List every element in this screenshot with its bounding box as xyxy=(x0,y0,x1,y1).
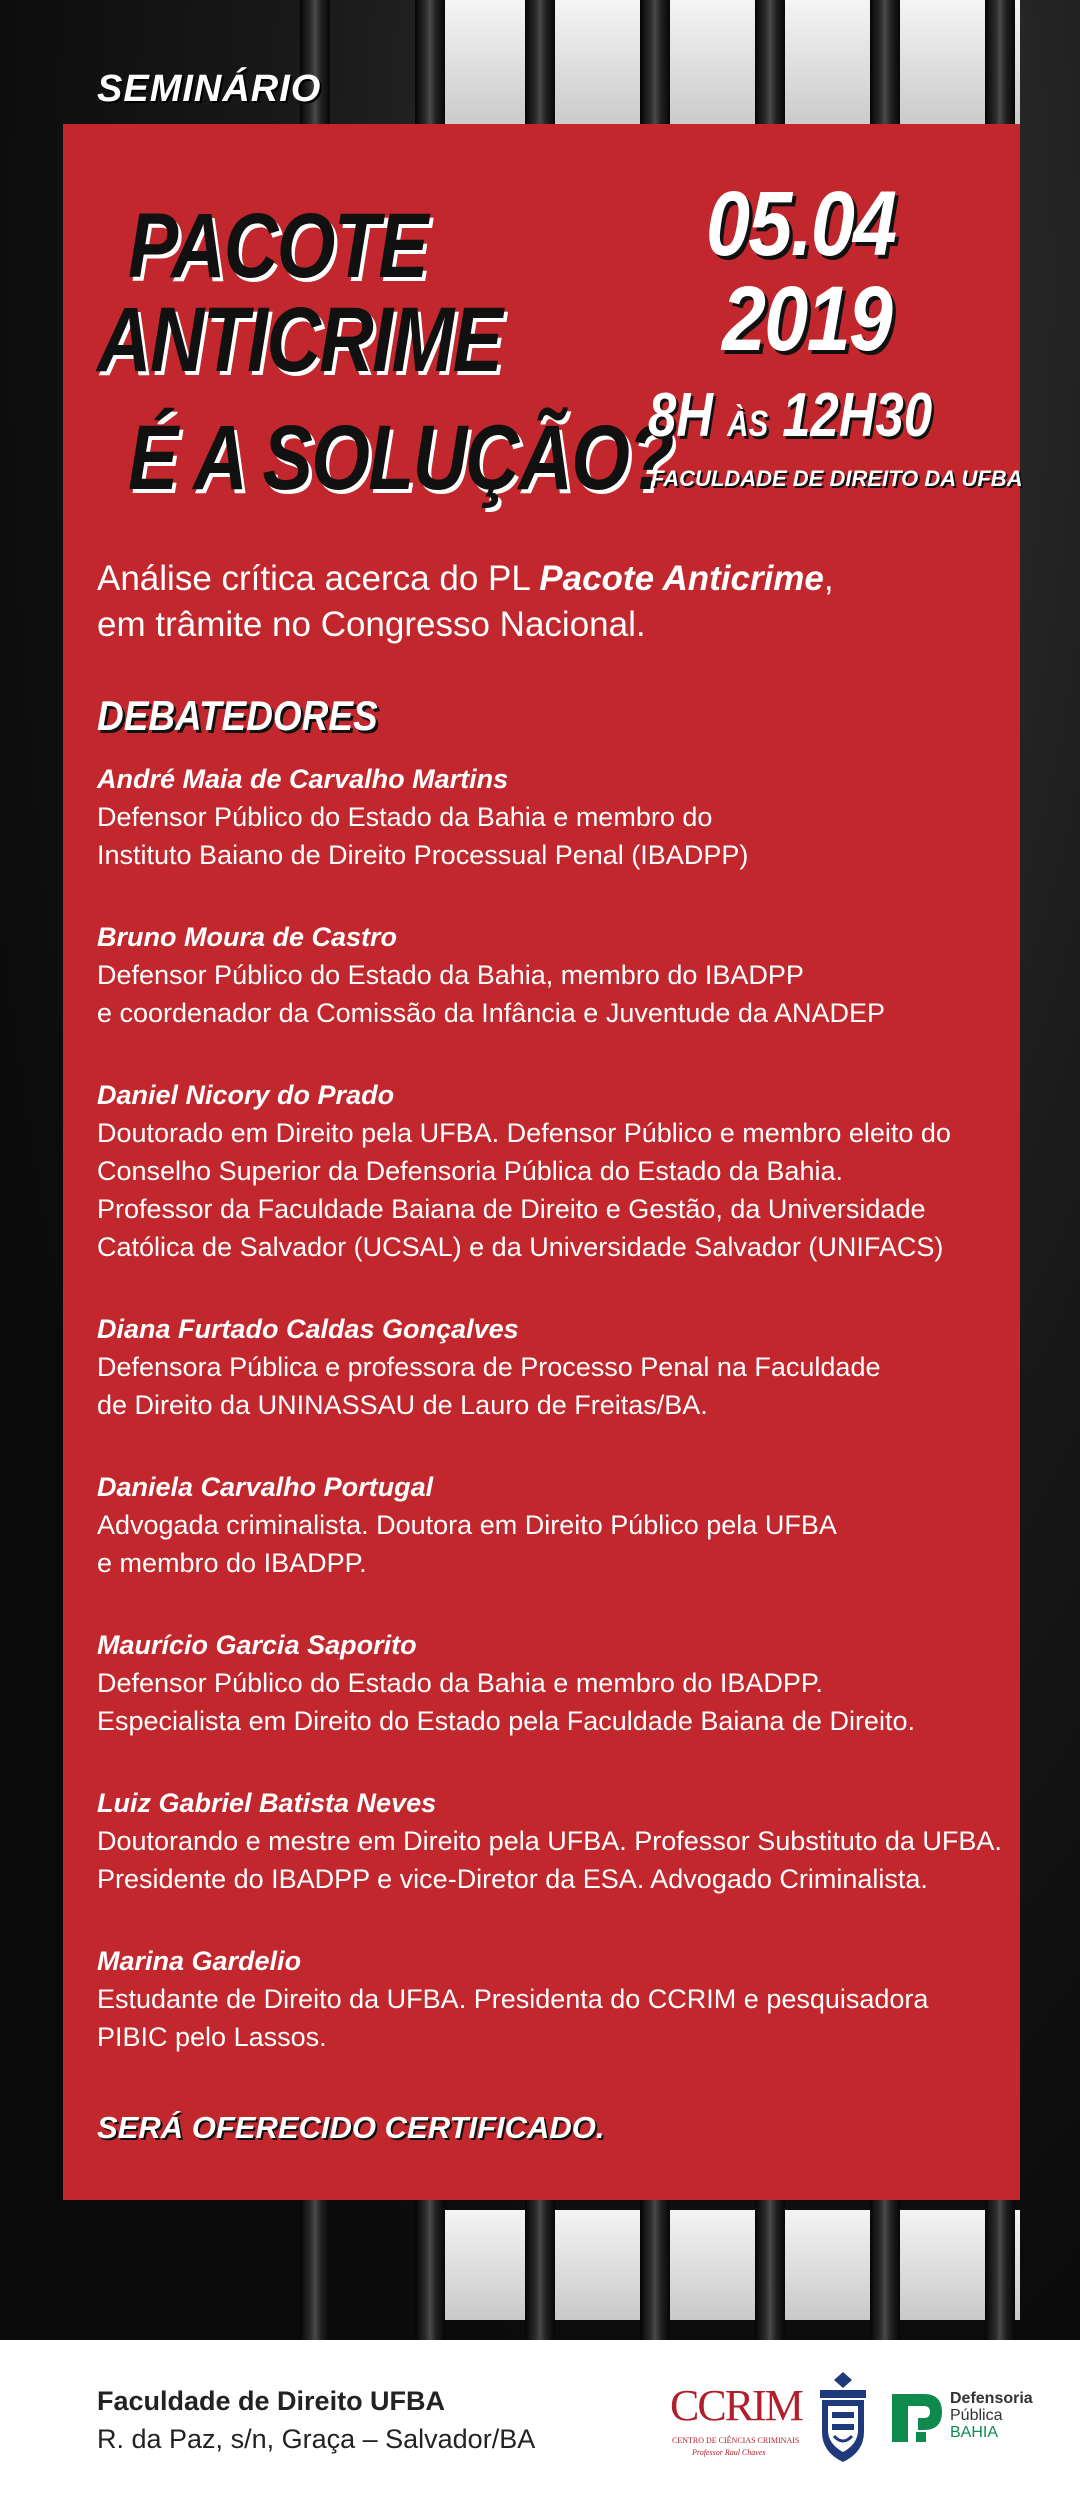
speaker-block xyxy=(97,1784,1002,1898)
defensoria-line-1: Defensoria xyxy=(950,2390,1033,2407)
speaker-bio-line: e membro do IBADPP. xyxy=(97,1548,367,1578)
speaker-block xyxy=(97,918,997,1032)
time-start: 8H xyxy=(648,381,713,450)
speaker-block xyxy=(97,1626,997,1740)
time-separator: ÀS xyxy=(727,403,769,444)
speaker-bio-line: PIBIC pelo Lassos. xyxy=(97,2022,327,2052)
speaker-bio-line: Doutorando e mestre em Direito pela UFBA. Professor Substituto da UFBA. xyxy=(97,1826,1002,1856)
speaker-bio-line: Defensor Público do Estado da Bahia e membro do xyxy=(97,802,713,832)
seminar-label: SEMINÁRIO xyxy=(97,68,322,110)
ccrim-logo-subtitle: CENTRO DE CIÊNCIAS CRIMINAIS xyxy=(672,2436,800,2445)
speaker-bio-line: Defensor Público do Estado da Bahia, membro do IBADPP xyxy=(97,960,804,990)
event-time xyxy=(648,381,933,455)
speaker-name: Bruno Moura de Castro xyxy=(97,922,398,952)
ccrim-logo xyxy=(670,2374,802,2464)
speaker-bio-line: Especialista em Direito do Estado pela Faculdade Baiana de Direito. xyxy=(97,1706,915,1736)
ufba-crest-icon xyxy=(812,2370,874,2466)
intro-part-2: , xyxy=(823,559,834,598)
intro-text xyxy=(97,556,977,648)
speaker-bio-line: Advogada criminalista. Doutora em Direito Público pela UFBA xyxy=(97,1510,837,1540)
speaker-bio-line: Doutorado em Direito pela UFBA. Defensor Público e membro eleito do xyxy=(97,1118,951,1148)
title-line-1: PACOTE xyxy=(128,195,427,297)
speaker-name: Daniela Carvalho Portugal xyxy=(97,1472,434,1502)
speaker-bio-line: Católica de Salvador (UCSAL) e da Universidade Salvador (UNIFACS) xyxy=(97,1232,944,1262)
event-date: 05.04 xyxy=(706,173,896,275)
title-line-3: É A SOLUÇÃO? xyxy=(128,407,673,509)
intro-line-2: em trâmite no Congresso Nacional. xyxy=(97,605,646,644)
speaker-block xyxy=(97,760,997,874)
ccrim-logo-tagline: Professor Raul Chaves xyxy=(692,2448,766,2457)
speaker-name: Marina Gardelio xyxy=(97,1946,302,1976)
speaker-name: Luiz Gabriel Batista Neves xyxy=(97,1788,437,1818)
footer-institution: Faculdade de Direito UFBA xyxy=(97,2386,446,2416)
event-year: 2019 xyxy=(722,268,892,370)
speaker-bio-line: Estudante de Direito da UFBA. Presidenta do CCRIM e pesquisadora xyxy=(97,1984,929,2014)
speaker-name: André Maia de Carvalho Martins xyxy=(97,764,509,794)
speaker-bio-line: e coordenador da Comissão da Infância e Juventude da ANADEP xyxy=(97,998,885,1028)
defensoria-logo-text xyxy=(950,2390,1033,2441)
footer-address: R. da Paz, s/n, Graça – Salvador/BA xyxy=(97,2424,536,2454)
ccrim-logo-mark: CCRIM xyxy=(670,2381,802,2430)
speaker-block xyxy=(97,1468,997,1582)
speaker-block xyxy=(97,1076,997,1266)
speaker-bio-line: de Direito da UNINASSAU de Lauro de Freitas/BA. xyxy=(97,1390,708,1420)
speaker-bio-line: Defensora Pública e professora de Processo Penal na Faculdade xyxy=(97,1352,881,1382)
time-end: 12H30 xyxy=(782,381,933,450)
speaker-name: Daniel Nicory do Prado xyxy=(97,1080,395,1110)
window-light xyxy=(430,2210,1020,2320)
speaker-bio-line: Presidente do IBADPP e vice-Diretor da ESA. Advogado Criminalista. xyxy=(97,1864,928,1894)
speaker-bio-line: Conselho Superior da Defensoria Pública do Estado da Bahia. xyxy=(97,1156,843,1186)
defensoria-logo-icon xyxy=(890,2388,946,2444)
intro-emphasis: Pacote Anticrime xyxy=(539,559,824,598)
intro-part-1: Análise crítica acerca do PL xyxy=(97,559,540,598)
footer xyxy=(0,2340,1080,2500)
certificate-notice: SERÁ OFERECIDO CERTIFICADO. xyxy=(97,2110,605,2145)
event-venue: FACULDADE DE DIREITO DA UFBA xyxy=(651,466,1023,491)
speaker-block xyxy=(97,1942,997,2056)
speaker-name: Maurício Garcia Saporito xyxy=(97,1630,417,1660)
speaker-bio-line: Defensor Público do Estado da Bahia e membro do IBADPP. xyxy=(97,1668,823,1698)
title-line-2: ANTICRIME xyxy=(97,289,502,391)
window-light xyxy=(420,0,1020,130)
defensoria-line-2: Pública xyxy=(950,2407,1003,2424)
debaters-heading: DEBATEDORES xyxy=(97,692,378,739)
speaker-bio-line: Instituto Baiano de Direito Processual Penal (IBADPP) xyxy=(97,840,749,870)
defensoria-line-3: BAHIA xyxy=(950,2424,999,2441)
speaker-bio-line: Professor da Faculdade Baiana de Direito e Gestão, da Universidade xyxy=(97,1194,926,1224)
speaker-name: Diana Furtado Caldas Gonçalves xyxy=(97,1314,519,1344)
speaker-block xyxy=(97,1310,997,1424)
